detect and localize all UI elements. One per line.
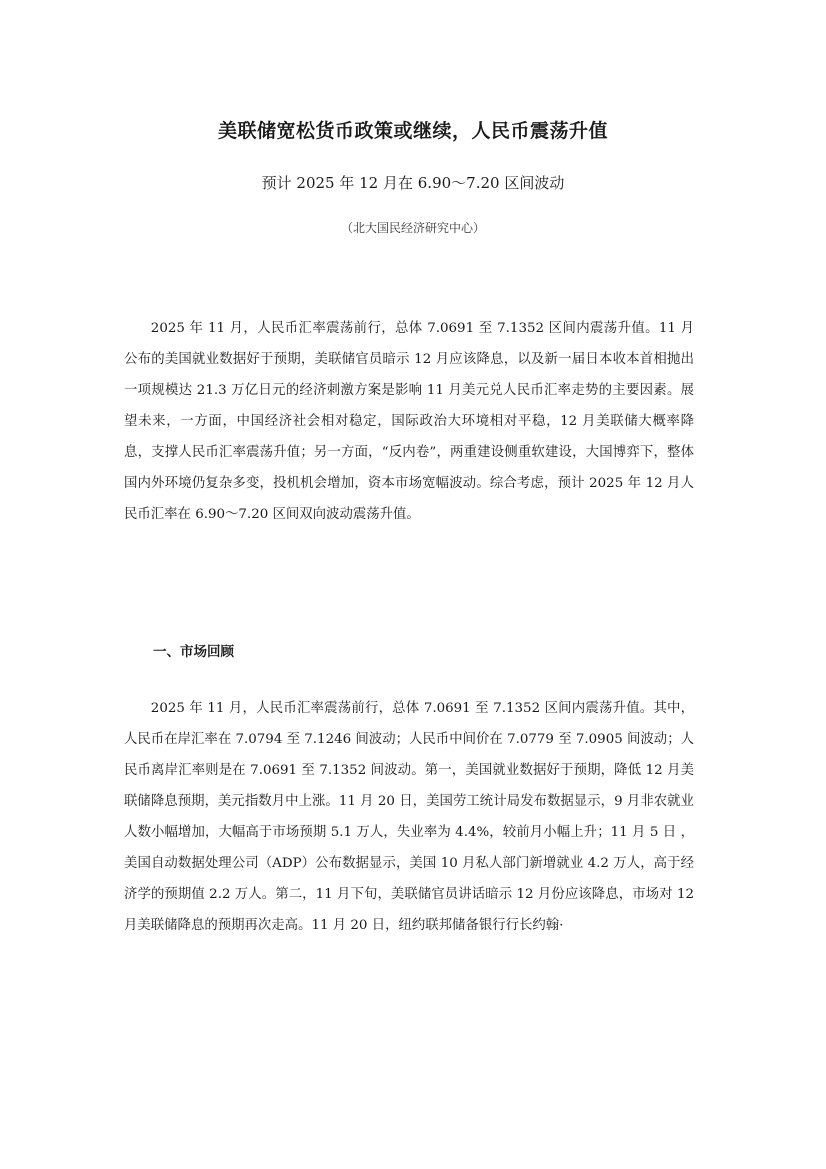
market-review-paragraph: 2025 年 11 月，人民币汇率震荡前行，总体 7.0691 至 7.1352 区间内震荡升值。其中，人民币在岸汇率在 7.0794 至 7.1246 间波动；人民币中间价在 7.0779 至 7.0905 间波动；人民币离岸汇率则是在 7.0691 至 7.1352 间波动。第一，美国就业数据好于预期，降低 12 月美联储降息预期，美元指数月中上涨。11 月 20 日，美国劳工统计局发布数据显示，9 月非农就业人数小幅增加，大幅高于市场预期 5.1 万人，失业率为 4.4%，较前月小幅上升；11 月 5 日 ，美国自动数据处理公司（ADP）公布数据显示，美国 10 月私人部门新增就业 4.2 万人，高于经济学的预期值 2.2 万人。第二，11 月下旬，美联储官员讲话暗示 12 月份应该降息，市场对 12 月美联储降息的预期再次走高。11 月 20 日，纽约联邦储备银行行长约翰· [124,701,694,933]
document-affiliation: （北大国民经济研究中心） [340,221,485,235]
document-subtitle: 预计 2025 年 12 月在 6.90～7.20 区间波动 [261,174,565,192]
document-title: 美联储宽松货币政策或继续，人民币震荡升值 [217,120,608,142]
section-heading-market-review: 一、市场回顾 [153,644,234,660]
intro-paragraph: 2025 年 11 月，人民币汇率震荡前行，总体 7.0691 至 7.1352 区间内震荡升值。11 月公布的美国就业数据好于预期，美联储官员暗示 12 月应该降息，以及新一届日本收本首相抛出一项规模达 21.3 万亿日元的经济刺激方案是影响 11 月美元兑人民币汇率走势的主要因素。展望未来，一方面，中国经济社会相对稳定，国际政治大环境相对平稳，12 月美联储大概率降息，支撑人民币汇率震荡升值；另一方面，“反内卷”，两重建设侧重软建设，大国博弈下，整体国内外环境仍复杂多变，投机机会增加，资本市场宽幅波动。综合考虑，预计 2025 年 12 月人民币汇率在 6.90～7.20 区间双向波动震荡升值。 [124,321,694,522]
